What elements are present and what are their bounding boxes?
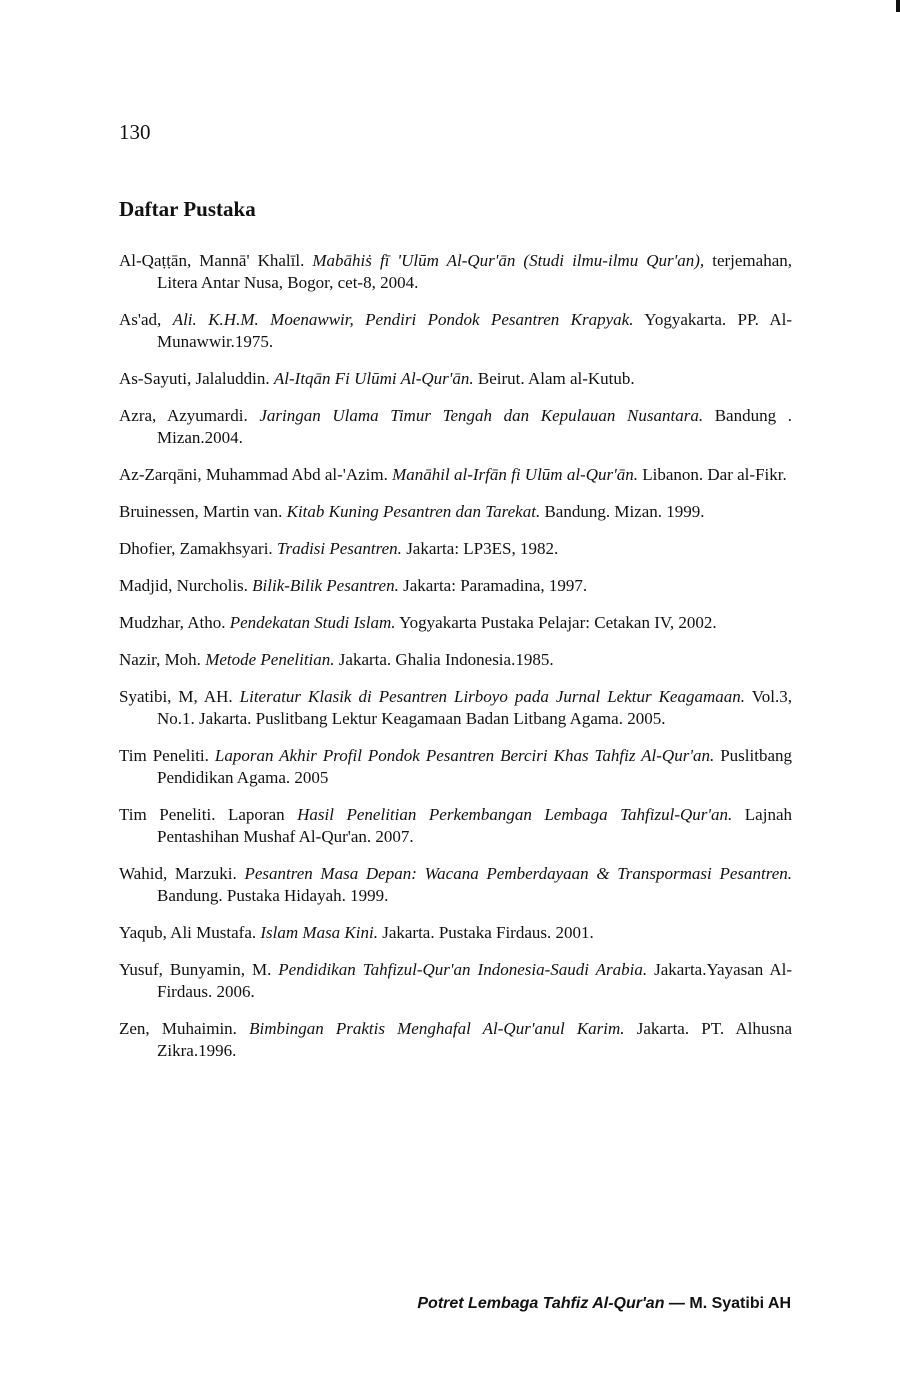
reference-publication: Bandung. Mizan. 1999.: [540, 502, 705, 521]
reference-title: Islam Masa Kini.: [260, 923, 378, 942]
reference-entry: [119, 368, 792, 390]
reference-title: Pendidikan Tahfizul-Qur'an Indonesia-Saudi Arabia.: [278, 960, 648, 979]
reference-entry: [119, 575, 792, 597]
reference-publication: Jakarta. Pustaka Firdaus. 2001.: [377, 923, 594, 942]
reference-entry: [119, 959, 792, 1003]
reference-author: Syatibi, M, AH.: [119, 687, 240, 706]
reference-entry: [119, 309, 792, 353]
reference-author: Az-Zarqāni, Muhammad Abd al-'Azim.: [119, 465, 393, 484]
reference-title: Literatur Klasik di Pesantren Lirboyo pada Jurnal Lektur Keagamaan.: [239, 687, 745, 706]
reference-author: Tim Peneliti. Laporan: [119, 805, 298, 824]
reference-list: [119, 250, 792, 1077]
reference-title: Kitab Kuning Pesantren dan Tarekat.: [286, 502, 541, 521]
reference-entry: [119, 501, 792, 523]
reference-entry: [119, 745, 792, 789]
reference-title: Ali. K.H.M. Moenawwir, Pendiri Pondok Pesantren Krapyak.: [172, 310, 634, 329]
reference-publication: Bandung. Pustaka Hidayah. 1999.: [157, 886, 389, 905]
reference-publication: Jakarta. Ghalia Indonesia.1985.: [334, 650, 554, 669]
reference-author: Tim Peneliti.: [119, 746, 215, 765]
reference-author: Azra, Azyumardi.: [119, 406, 260, 425]
reference-entry: [119, 405, 792, 449]
reference-publication: Vol.3, No.1. Jakarta. Puslitbang Lektur Keagamaan Badan Litbang Agama. 2005.: [157, 687, 792, 728]
reference-title: Laporan Akhir Profil Pondok Pesantren Berciri Khas Tahfiz Al-Qur'an.: [214, 746, 715, 765]
reference-publication: Puslitbang Pendidikan Agama. 2005: [157, 746, 792, 787]
running-footer: [417, 1295, 791, 1313]
reference-title: Pesantren Masa Depan: Wacana Pemberdayaan & Transpormasi Pesantren.: [244, 864, 793, 883]
reference-author: Nazir, Moh.: [119, 650, 206, 669]
reference-title: Pendekatan Studi Islam.: [229, 613, 396, 632]
reference-author: Dhofier, Zamakhsyari.: [119, 539, 277, 558]
footer-author: M. Syatibi AH: [689, 1295, 791, 1312]
reference-author: Mudzhar, Atho.: [119, 613, 230, 632]
reference-entry: [119, 863, 792, 907]
reference-publication: Bandung . Mizan.2004.: [157, 406, 792, 447]
reference-title: Metode Penelitian.: [205, 650, 335, 669]
reference-author: As-Sayuti, Jalaluddin.: [119, 369, 274, 388]
reference-author: Wahid, Marzuki.: [119, 864, 245, 883]
reference-title: Bimbingan Praktis Menghafal Al-Qur'anul Karim.: [249, 1019, 625, 1038]
reference-title: Hasil Penelitian Perkembangan Lembaga Tahfizul-Qur'an.: [297, 805, 733, 824]
reference-publication: Lajnah Pentashihan Mushaf Al-Qur'an. 2007.: [157, 805, 792, 846]
scan-edge-mark: [896, 0, 900, 12]
reference-entry: [119, 804, 792, 848]
reference-entry: [119, 464, 792, 486]
reference-title: Mabāhiṡ fī 'Ulūm Al-Qur'ān (Studi ilmu-ilmu Qur'an),: [312, 251, 705, 270]
reference-publication: Jakarta. PT. Alhusna Zikra.1996.: [157, 1019, 792, 1060]
footer-book-title: Potret Lembaga Tahfiz Al-Qur'an: [417, 1295, 665, 1312]
reference-title: Al-Itqān Fi Ulūmi Al-Qur'ān.: [273, 369, 474, 388]
reference-author: Madjid, Nurcholis.: [119, 576, 253, 595]
reference-title: Jaringan Ulama Timur Tengah dan Kepulauan Nusantara.: [259, 406, 704, 425]
reference-author: Yusuf, Bunyamin, M.: [119, 960, 279, 979]
reference-entry: [119, 612, 792, 634]
footer-separator: —: [664, 1295, 690, 1312]
reference-title: Tradisi Pesantren.: [276, 539, 402, 558]
reference-publication: Jakarta: Paramadina, 1997.: [398, 576, 588, 595]
reference-publication: Beirut. Alam al-Kutub.: [473, 369, 635, 388]
reference-entry: [119, 250, 792, 294]
reference-title: Manāhil al-Irfān fi Ulūm al-Qur'ān.: [392, 465, 638, 484]
reference-publication: Jakarta: LP3ES, 1982.: [401, 539, 559, 558]
reference-title: Bilik-Bilik Pesantren.: [252, 576, 399, 595]
reference-author: Yaqub, Ali Mustafa.: [119, 923, 261, 942]
page-number: 130: [119, 120, 151, 144]
reference-author: Al-Qaṭṭān, Mannā' Khalīl.: [119, 251, 313, 270]
reference-entry: [119, 538, 792, 560]
reference-publication: Jakarta.Yayasan Al-Firdaus. 2006.: [157, 960, 792, 1001]
reference-author: Bruinessen, Martin van.: [119, 502, 287, 521]
reference-publication: Yogyakarta Pustaka Pelajar: Cetakan IV, 2002.: [395, 613, 717, 632]
reference-publication: Yogyakarta. PP. Al-Munawwir.1975.: [157, 310, 792, 351]
section-title: Daftar Pustaka: [119, 197, 256, 221]
reference-entry: [119, 686, 792, 730]
reference-entry: [119, 649, 792, 671]
reference-publication: Libanon. Dar al-Fikr.: [638, 465, 787, 484]
reference-author: Zen, Muhaimin.: [119, 1019, 250, 1038]
reference-publication: terjemahan, Litera Antar Nusa, Bogor, cet-8, 2004.: [157, 251, 792, 292]
reference-author: As'ad,: [119, 310, 173, 329]
reference-entry: [119, 922, 792, 944]
reference-entry: [119, 1018, 792, 1062]
